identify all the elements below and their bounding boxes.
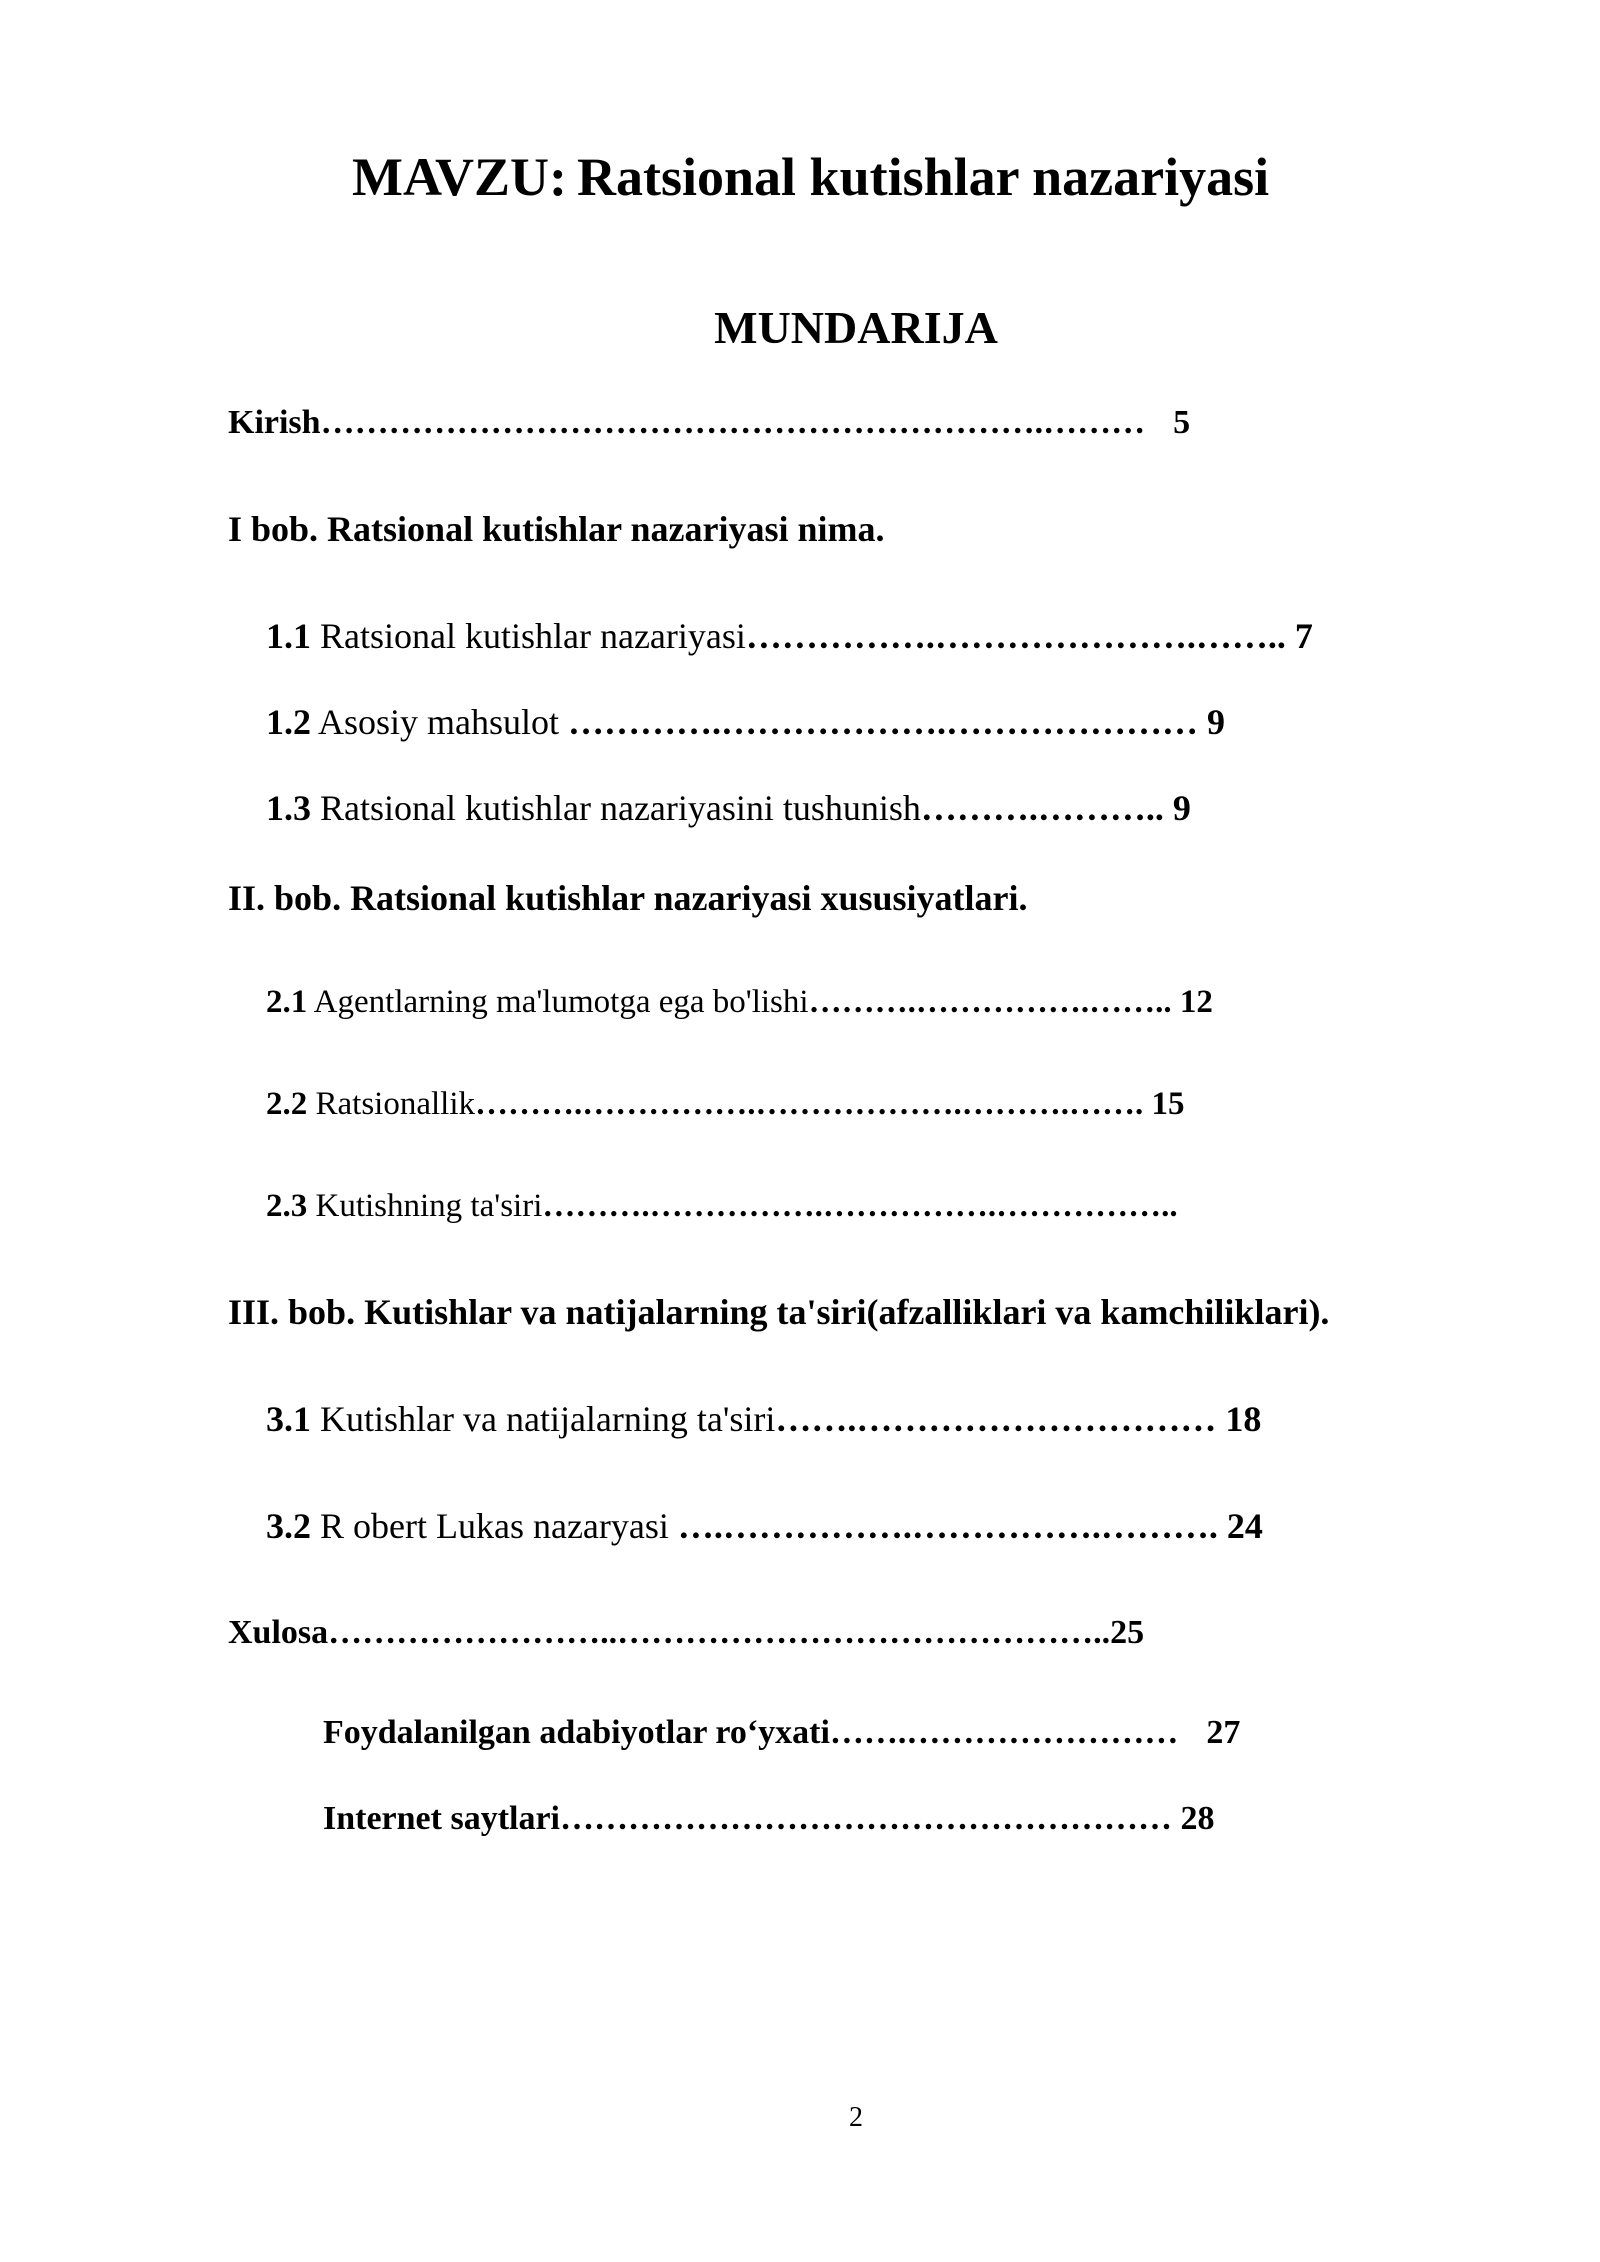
toc-entry-label: R obert Lukas nazaryasi [311,1506,678,1546]
toc-leader-dots: ……….…………….……………….……….……. [475,1086,1144,1122]
toc-page-number: 12 [1171,984,1213,1020]
toc-entry-label: Kutishlar va natijalarning ta'siri [311,1399,776,1439]
toc-chapter-label: III. bob. Kutishlar va natijalarning ta'siri(afzalliklari va kamchiliklari). [228,1292,1330,1332]
toc-entry-number: 2.2 [266,1086,308,1122]
toc-entry-number: 2.3 [266,1188,308,1224]
toc-entry-label: Ratsional kutishlar nazariyasi [311,616,746,656]
toc-entry-number: 2.1 [266,984,308,1020]
page-number: 2 [849,2102,863,2133]
toc-leader-dots: …….…………………… [829,1714,1179,1751]
toc-entry-label: Xulosa [228,1614,329,1651]
toc-entry-label: Foydalanilgan adabiyotlar ro‘yxati [323,1714,830,1751]
toc-entry-label: Kutishning ta'siri [307,1188,543,1224]
toc-entry-2-3 [266,1190,1178,1223]
toc-entry-intro [228,406,1190,440]
toc-page-number: 5 [1173,404,1191,441]
toc-page-number: 25 [1110,1614,1145,1651]
toc-entry-number: 1.3 [266,788,311,828]
toc-leader-dots: …………….………………….…….. [745,616,1286,656]
toc-chapter-label: II. bob. Ratsional kutishlar nazariyasi xususiyatlari. [228,878,1028,918]
toc-entry-conclusion [228,1616,1144,1650]
toc-entry-3-2 [266,1508,1263,1544]
toc-entry-label: Agentlarning ma'lumotga ega bo'lishi [307,984,809,1020]
toc-entry-label: Kirish [228,404,321,441]
toc-entry-label: Asosiy mahsulot [311,702,569,742]
toc-entry-3-1 [266,1401,1261,1437]
toc-page-number: 15 [1143,1086,1185,1122]
toc-chapter-2 [228,880,1028,916]
toc-entry-2-1 [266,986,1213,1019]
toc-entry-number: 3.2 [266,1506,311,1546]
toc-entry-label: Ratsional kutishlar nazariyasini tushunish [311,788,921,828]
toc-entry-1-3 [266,790,1191,826]
toc-leader-dots: ……………………..…………………………………….. [328,1614,1111,1651]
toc-page-number: 24 [1217,1506,1263,1546]
toc-entry-1-1 [266,618,1313,654]
toc-entry-2-2 [266,1088,1185,1121]
toc-leader-dots: ……………………………………………… [560,1800,1173,1837]
toc-entry-number: 1.1 [266,616,311,656]
toc-leader-dots: ……………………………………………………….……… [320,404,1146,441]
title-prefix: MAVZU: [352,147,567,207]
contents-heading: MUNDARIJA [714,302,998,353]
toc-entry-label: Ratsionallik [307,1086,475,1122]
toc-page-number: 7 [1285,616,1313,656]
toc-chapter-3 [228,1294,1329,1330]
toc-entry-websites [323,1802,1215,1836]
toc-chapter-label: I bob. Ratsional kutishlar nazariyasi nima. [228,509,885,549]
toc-page-number: 9 [1163,788,1191,828]
toc-page-number: 18 [1216,1399,1262,1439]
toc-page-number: 9 [1198,702,1226,742]
toc-leader-dots: …….………………………… [775,1399,1217,1439]
toc-leader-dots: ……….……….. [920,788,1164,828]
toc-page-number: 27 [1206,1714,1241,1751]
toc-entry-1-2 [266,704,1225,740]
toc-leader-dots: ….…………….…………….………. [677,1506,1218,1546]
toc-entry-references [323,1716,1240,1750]
toc-entry-number: 3.1 [266,1399,311,1439]
toc-leader-dots: ……….…………….…….. [808,984,1172,1020]
toc-entry-label: Internet saytlari [323,1800,561,1837]
toc-page-number: 28 [1172,1800,1215,1837]
toc-leader-dots: ……….…………….…………….…………….. [542,1188,1178,1224]
toc-leader-dots: ………….……………….………………… [568,702,1199,742]
toc-entry-number: 1.2 [266,702,311,742]
title-main: Ratsional kutishlar nazariyasi [577,147,1270,207]
toc-chapter-1 [228,511,884,547]
